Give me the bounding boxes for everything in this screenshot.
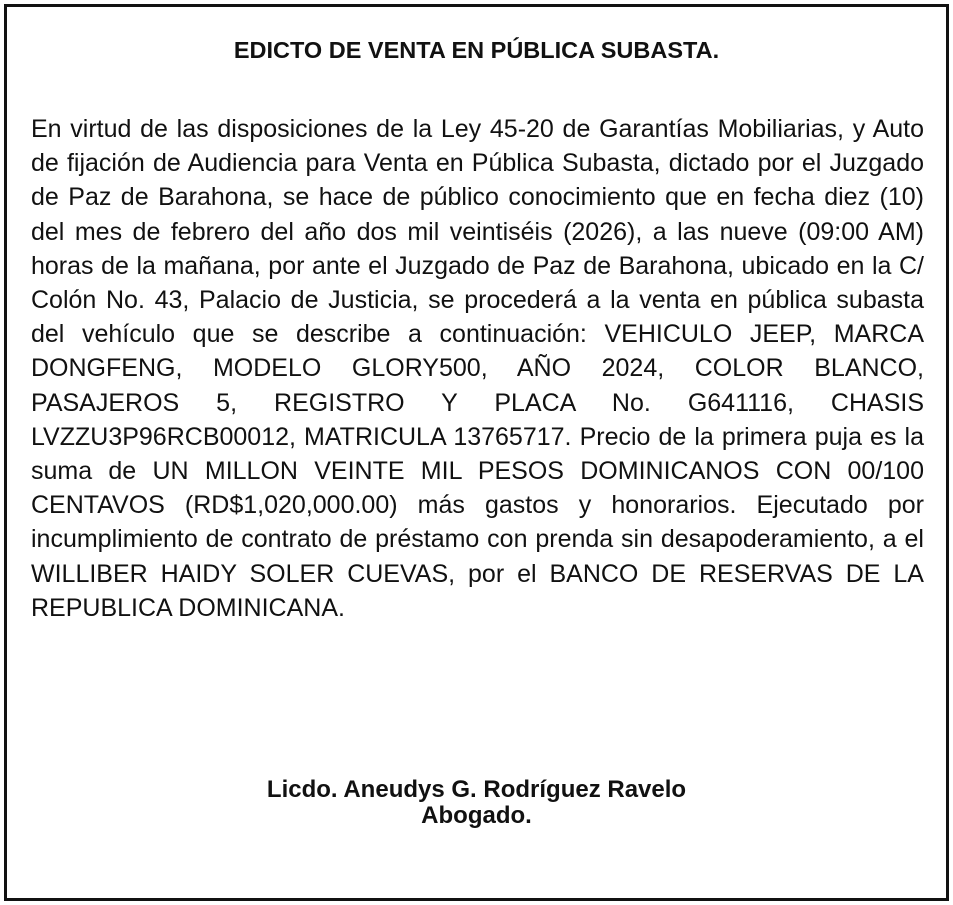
notice-title: EDICTO DE VENTA EN PÚBLICA SUBASTA. <box>233 37 720 63</box>
signature-name: Licdo. Aneudys G. Rodríguez Ravelo <box>266 776 687 803</box>
signature-block <box>7 777 946 829</box>
legal-notice <box>4 4 949 901</box>
notice-body: En virtud de las disposiciones de la Ley 45-20 de Garantías Mobiliarias, y Auto de fijación de Audiencia para Venta en Pública Subasta, dictado por el Juzgado de Paz de Barahona, se hace de público conocimiento que en fecha diez (10) del mes de febrero del año dos mil veintiséis (2026), a las nueve (09:00 AM) horas de la mañana, por ante el Juzgado de Paz de Barahona, ubicado en la C/ Colón No. 43, Palacio de Justicia, se procederá a la venta en pública subasta del vehículo que se describe a continuación: VEHICULO JEEP, MARCA DONGFENG, MODELO GLORY500, AÑO 2024, COLOR BLANCO, PASAJEROS 5, REGISTRO Y PLACA No. G641116, CHASIS LVZZU3P96RCB00012, MATRICULA 13765717. Precio de la primera puja es la suma de UN MILLON VEINTE MIL PESOS DOMINICANOS CON 00/100 CENTAVOS (RD$1,020,000.00) más gastos y honorarios. Ejecutado por incumplimiento de contrato de préstamo con prenda sin desapoderamiento, a el WILLIBER HAIDY SOLER CUEVAS, por el BANCO DE RESERVAS DE LA REPUBLICA DOMINICANA. <box>31 115 924 622</box>
signature-role: Abogado. <box>421 802 532 829</box>
